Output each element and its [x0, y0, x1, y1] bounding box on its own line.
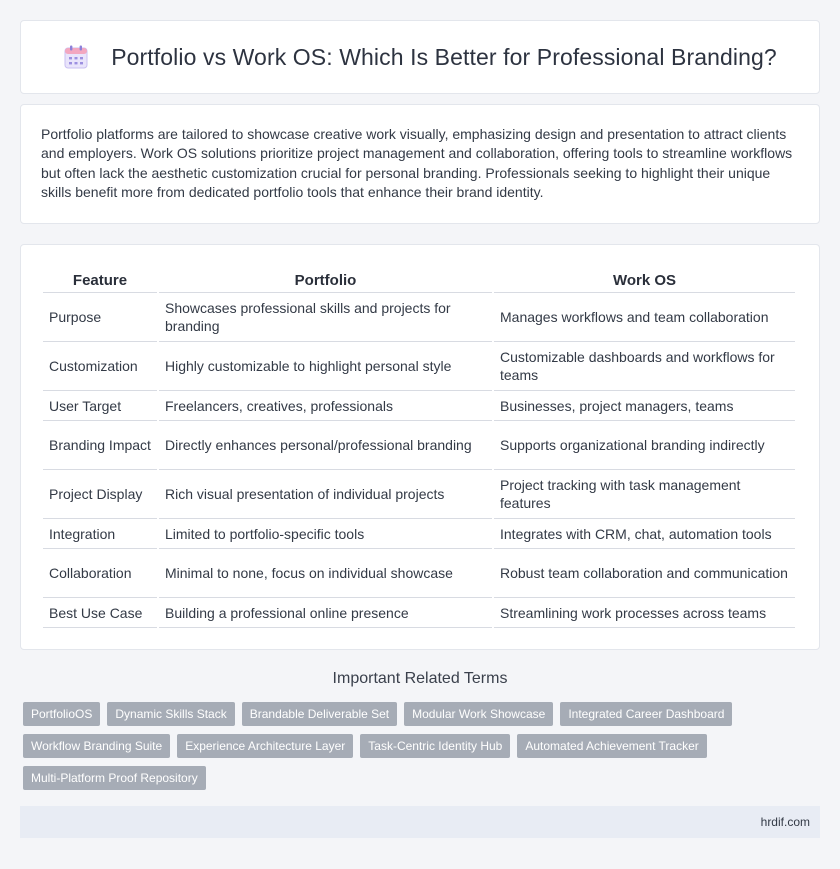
table-cell: Directly enhances personal/professional branding [159, 421, 492, 470]
related-term-tag[interactable]: Modular Work Showcase [404, 702, 553, 726]
related-term-tag[interactable]: Experience Architecture Layer [177, 734, 353, 758]
table-row [43, 421, 795, 470]
table-cell: Best Use Case [43, 598, 157, 628]
table-cell: Building a professional online presence [159, 598, 492, 628]
table-cell: Rich visual presentation of individual projects [159, 470, 492, 519]
table-cell: Project tracking with task management features [494, 470, 795, 519]
table-cell: Purpose [43, 293, 157, 342]
column-header-feature: Feature [43, 265, 157, 293]
table-header-row [43, 265, 795, 293]
related-terms-title: Important Related Terms [332, 670, 508, 687]
table-cell: Supports organizational branding indirectly [494, 421, 795, 470]
table-cell: Highly customizable to highlight personal style [159, 342, 492, 391]
table-cell: Integration [43, 519, 157, 549]
table-cell: User Target [43, 391, 157, 421]
related-term-tag[interactable]: Integrated Career Dashboard [560, 702, 732, 726]
table-cell: Branding Impact [43, 421, 157, 470]
table-row [43, 470, 795, 519]
table-cell: Minimal to none, focus on individual showcase [159, 549, 492, 598]
comparison-card [20, 244, 820, 650]
footer-site-link[interactable]: hrdif.com [760, 815, 810, 829]
intro-paragraph: Portfolio platforms are tailored to showcase creative work visually, emphasizing design and presentation to attract clients and employers. Work OS solutions prioritize project management and collaboration, offering tools to streamline workflows but often lack the aesthetic customization crucial for personal branding. Professionals seeking to highlight their unique skills benefit more from dedicated portfolio tools that enhance their brand identity. [41, 126, 793, 201]
table-row [43, 342, 795, 391]
table-row [43, 293, 795, 342]
related-term-tag[interactable]: Dynamic Skills Stack [107, 702, 234, 726]
related-terms-tags [23, 702, 823, 798]
related-term-tag[interactable]: Workflow Branding Suite [23, 734, 170, 758]
table-cell: Freelancers, creatives, professionals [159, 391, 492, 421]
related-term-tag[interactable]: Task-Centric Identity Hub [360, 734, 510, 758]
header-card [20, 20, 820, 94]
column-header-portfolio: Portfolio [159, 265, 492, 293]
table-cell: Showcases professional skills and projects for branding [159, 293, 492, 342]
table-cell: Streamlining work processes across teams [494, 598, 795, 628]
column-header-work-os: Work OS [494, 265, 795, 293]
table-cell: Customizable dashboards and workflows for teams [494, 342, 795, 391]
page-title: Portfolio vs Work OS: Which Is Better for Professional Branding? [111, 43, 777, 70]
table-cell: Manages workflows and team collaboration [494, 293, 795, 342]
table-cell: Customization [43, 342, 157, 391]
table-cell: Integrates with CRM, chat, automation tools [494, 519, 795, 549]
related-term-tag[interactable]: Brandable Deliverable Set [242, 702, 397, 726]
intro-card [20, 104, 820, 224]
table-row [43, 519, 795, 549]
table-cell: Limited to portfolio-specific tools [159, 519, 492, 549]
related-term-tag[interactable]: PortfolioOS [23, 702, 100, 726]
table-cell: Project Display [43, 470, 157, 519]
table-row [43, 391, 795, 421]
comparison-table [41, 265, 797, 628]
footer [20, 806, 820, 838]
table-row [43, 549, 795, 598]
table-cell: Robust team collaboration and communication [494, 549, 795, 598]
related-term-tag[interactable]: Multi-Platform Proof Repository [23, 766, 206, 790]
table-row [43, 598, 795, 628]
table-cell: Collaboration [43, 549, 157, 598]
table-cell: Businesses, project managers, teams [494, 391, 795, 421]
calendar-icon [63, 44, 89, 70]
related-term-tag[interactable]: Automated Achievement Tracker [517, 734, 706, 758]
